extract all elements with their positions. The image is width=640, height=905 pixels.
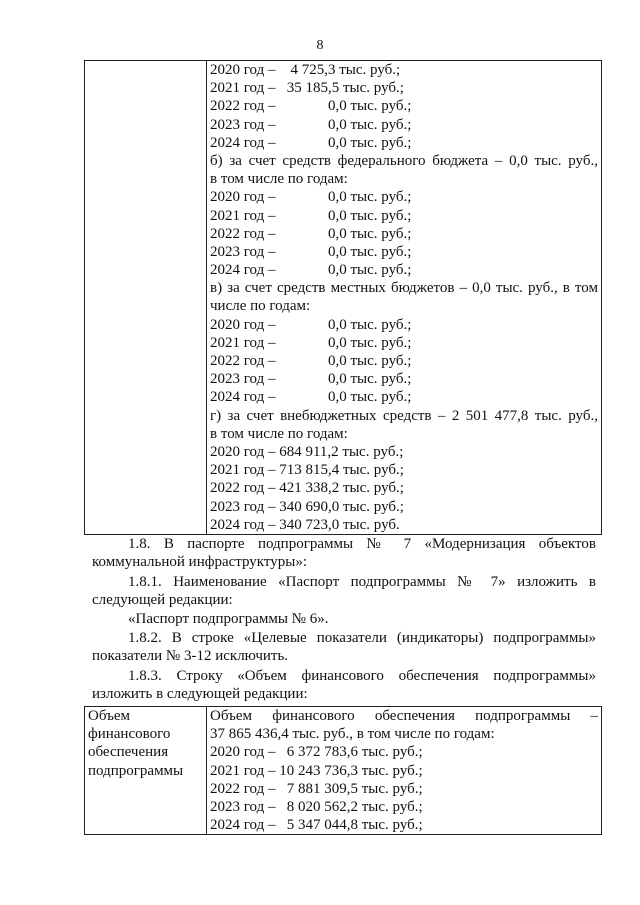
text-line: 2022 год – 0,0 тыс. руб.; (210, 98, 412, 115)
text-line: 2024 год – 5 347 044,8 тыс. руб.; (210, 817, 423, 834)
text-line: 2020 год – 6 372 783,6 тыс. руб.; (210, 744, 423, 761)
text-line: Объем финансового обеспечения подпрограммы – (210, 708, 598, 724)
text-line: 2023 год – 0,0 тыс. руб.; (210, 116, 412, 133)
paragraph-1-8-3-line1: 1.8.3. Строку «Объем финансового обеспечения подпрограммы» (128, 668, 596, 684)
table2-right-cell (207, 707, 602, 835)
text-line: 2023 год – 8 020 562,2 тыс. руб.; (210, 798, 423, 815)
text-line: 2023 год – 0,0 тыс. руб.; (210, 371, 412, 388)
paragraph-1-8-line1: 1.8. В паспорте подпрограммы № 7 «Модернизация объектов (128, 536, 596, 552)
text-line: 2020 год – 0,0 тыс. руб.; (210, 316, 412, 333)
text-line: числе по годам: (210, 298, 311, 315)
text-line: 2021 год – 10 243 736,3 тыс. руб.; (210, 762, 423, 779)
text-line: 2022 год – 0,0 тыс. руб.; (210, 225, 412, 242)
text-line: 2021 год – 713 815,4 тыс. руб.; (210, 462, 404, 479)
text-line: г) за счет внебюджетных средств – 2 501 477,8 тыс. руб., (210, 407, 598, 424)
text-line: Объем (88, 708, 130, 724)
page-number: 8 (316, 38, 324, 53)
text-line: 2021 год – 0,0 тыс. руб.; (210, 207, 412, 224)
funding-volume-lines (210, 707, 598, 834)
paragraph-1-8-line2: коммунальной инфраструктуры»: (92, 554, 307, 570)
text-line: 2022 год – 0,0 тыс. руб.; (210, 353, 412, 369)
text-line: 2024 год – 0,0 тыс. руб.; (210, 134, 412, 151)
funding-volume-label (88, 707, 203, 780)
text-line: в том числе по годам: (210, 425, 348, 442)
text-line: 2023 год – 340 690,0 тыс. руб.; (210, 498, 404, 515)
text-line: 2022 год – 7 881 309,5 тыс. руб.; (210, 780, 423, 797)
paragraph-1-8-1-line1: 1.8.1. Наименование «Паспорт подпрограммы № 7» изложить в (128, 574, 596, 590)
text-line: 2020 год – 4 725,3 тыс. руб.; (210, 62, 401, 78)
text-line: подпрограммы (88, 762, 184, 779)
funding-table-continued (84, 60, 602, 535)
text-line: 37 865 436,4 тыс. руб., в том числе по годам: (210, 726, 495, 743)
text-line: б) за счет средств федерального бюджета – 0,0 тыс. руб., (210, 152, 598, 169)
table2-left-cell (85, 707, 207, 835)
text-line: 2020 год – 684 911,2 тыс. руб.; (210, 443, 404, 460)
text-line: 2023 год – 0,0 тыс. руб.; (210, 243, 412, 260)
text-line: 2024 год – 0,0 тыс. руб.; (210, 262, 412, 279)
text-line: в том числе по годам: (210, 171, 348, 188)
paragraph-1-8-2-line2: показатели № 3-12 исключить. (92, 648, 289, 664)
paragraph-1-8-3-line2: изложить в следующей редакции: (92, 686, 308, 702)
funding-volume-table (84, 706, 602, 835)
text-line: 2021 год – 0,0 тыс. руб.; (210, 334, 412, 351)
table-right-cell (207, 61, 602, 535)
text-line: финансового (88, 726, 171, 743)
table-left-cell (85, 61, 207, 535)
funding-lines (210, 61, 598, 534)
text-line: 2022 год – 421 338,2 тыс. руб.; (210, 480, 404, 497)
paragraph-quote: «Паспорт подпрограммы № 6». (128, 611, 329, 627)
text-line: 2024 год – 0,0 тыс. руб.; (210, 389, 412, 406)
paragraph-1-8-1-line2: следующей редакции: (92, 592, 233, 608)
text-line: 2020 год – 0,0 тыс. руб.; (210, 189, 412, 206)
text-line: в) за счет средств местных бюджетов – 0,0 тыс. руб., в том (210, 280, 598, 297)
text-line: 2021 год – 35 185,5 тыс. руб.; (210, 80, 404, 97)
text-line: 2024 год – 340 723,0 тыс. руб. (210, 516, 400, 533)
paragraph-1-8-2-line1: 1.8.2. В строке «Целевые показатели (индикаторы) подпрограммы» (128, 630, 596, 646)
text-line: обеспечения (88, 744, 169, 761)
